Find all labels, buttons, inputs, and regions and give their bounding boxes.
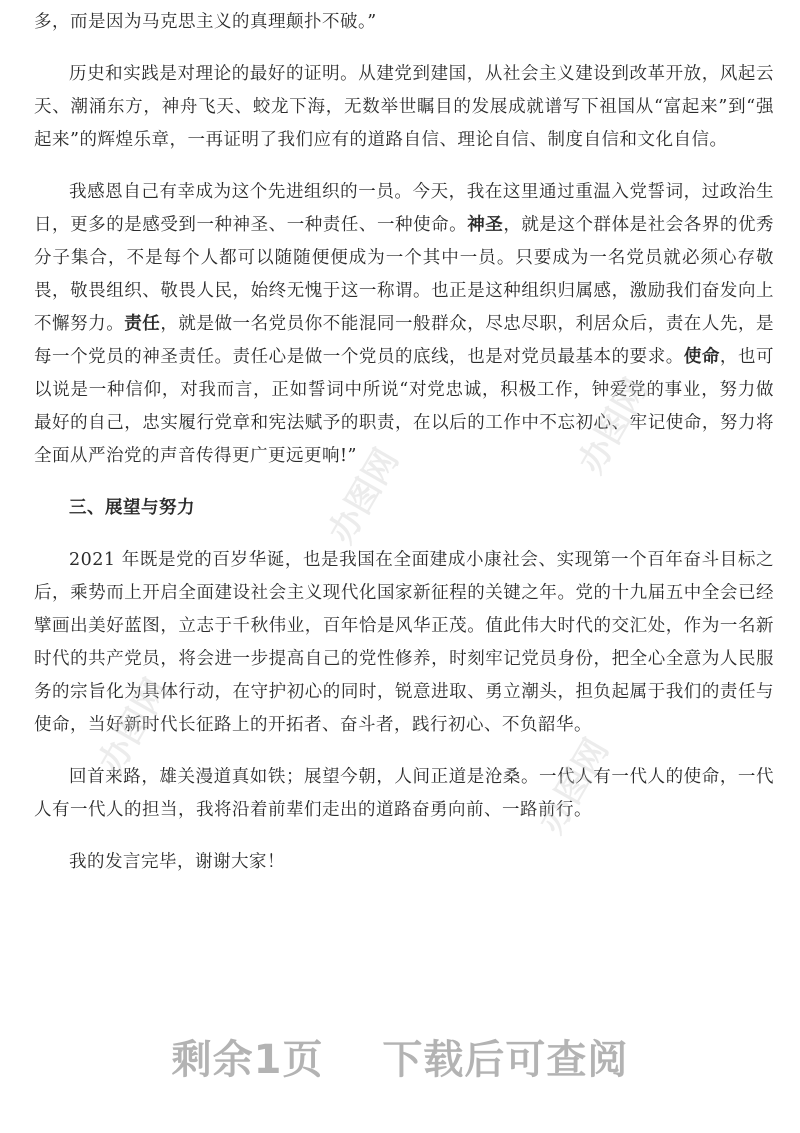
- paragraph-history: 历史和实践是对理论的最好的证明。从建党到建国，从社会主义建设到改革开放，风起云天、潮涌东方，神舟飞天、蛟龙下海，无数举世瞩目的发展成就谱写下祖国从“富起来”到“强起来”的辉煌乐章，一再证明了我们应有的道路自信、理论自信、制度自信和文化自信。: [34, 64, 774, 150]
- watermark: 办图网: [91, 672, 177, 781]
- text-run: 我感恩自己有幸成为这个先进组织的一员。今天，我在这里通过重温入党誓词，过政治生日，更多的是感受到一种神圣、一种责任、一种使命。: [34, 182, 774, 235]
- paragraph-gratitude: [34, 176, 774, 473]
- remaining-pages-banner: [0, 1028, 800, 1085]
- download-prompt-text: 下载后可查阅: [382, 1037, 629, 1083]
- watermark: 办图网: [321, 442, 407, 551]
- document-page: [34, 0, 774, 879]
- paragraph-closing: 我的发言完毕，谢谢大家！: [69, 852, 285, 872]
- text-run: ，就是这个群体是社会各界的优秀分子集合，不是每个人都可以随随便便成为一个其中一员。只要成为一名党员就必须心存敬畏，敬畏组织、敬畏人民，始终无愧于这一称谓。也正是这种组织归属感，激励我们奋发向上不懈努力。: [34, 215, 775, 334]
- section-heading: 三、展望与努力: [69, 498, 195, 518]
- paragraph-continuation: 多，而是因为马克思主义的真理颠扑不破。”: [34, 12, 377, 32]
- watermark: 办图网: [531, 732, 617, 841]
- bold-term-mission: 使命: [683, 347, 720, 367]
- text-run: ，就是做一名党员你不能混同一般群众，尽忠尽职，利居众后，责在人先，是每一个党员的神圣责任。责任心是做一个党员的底线，也是对党员最基本的要求。: [34, 314, 775, 367]
- paragraph-retrospect: 回首来路，雄关漫道真如铁；展望今朝，人间正道是沧桑。一代人有一代人的使命，一代人有一代人的担当，我将沿着前辈们走出的道路奋勇向前、一路前行。: [34, 767, 774, 820]
- remaining-pages-text: 剩余1页: [171, 1037, 324, 1083]
- bold-term-responsibility: 责任: [124, 314, 161, 334]
- paragraph-outlook: 2021 年既是党的百岁华诞，也是我国在全面建成小康社会、实现第一个百年奋斗目标之后，乘势而上开启全面建设社会主义现代化国家新征程的关键之年。党的十九届五中全会已经擘画出美好蓝图，立志于千秋伟业，百年恰是风华正茂。值此伟大时代的交汇处，作为一名新时代的共产党员，将会进一步提高自己的党性修养，时刻牢记党员身份，把全心全意为人民服务的宗旨化为具体行动，在守护初心的同时，锐意进取、勇立潮头，担负起属于我们的责任与使命，当好新时代长征路上的开拓者、奋斗者，践行初心、不负韶华。: [34, 550, 774, 735]
- bold-term-sacred: 神圣: [467, 215, 504, 235]
- text-run: ，也可以说是一种信仰，对我而言，正如誓词中所说“对党忠诚，积极工作，钟爱党的事业，努力做最好的自己，忠实履行党章和宪法赋予的职责，在以后的工作中不忘初心、牢记使命，努力将全面从严治党的声音传得更广更远更响!”: [34, 347, 775, 466]
- watermark: 办图网: [571, 372, 657, 481]
